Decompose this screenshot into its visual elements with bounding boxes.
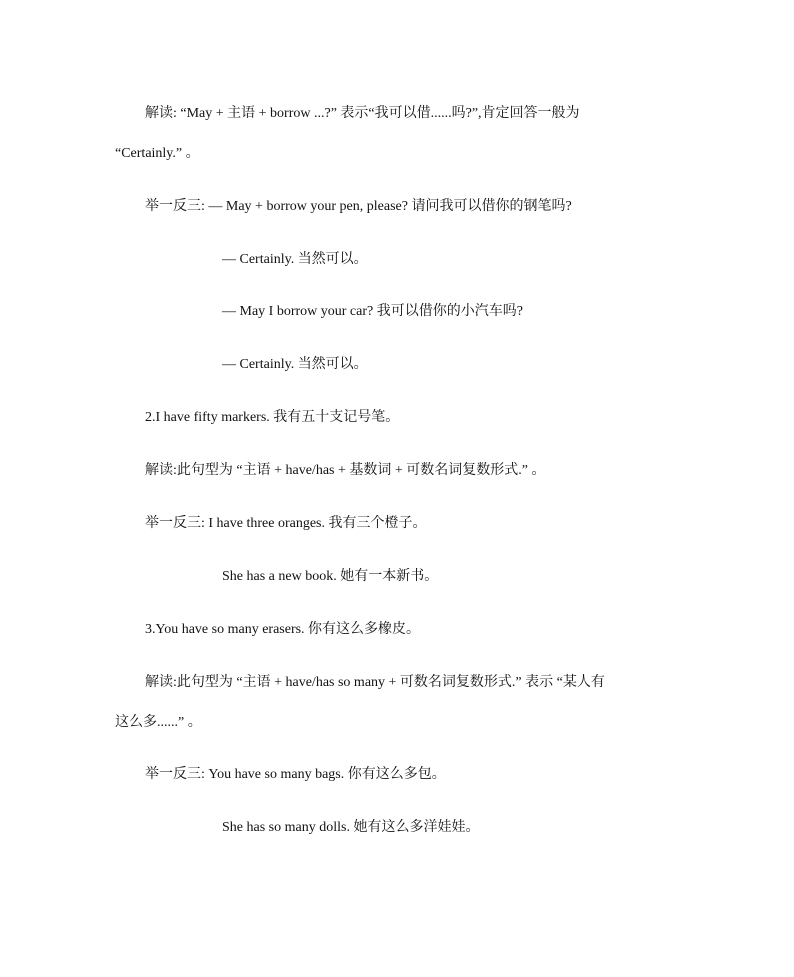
explanation-so-many: 解读:此句型为 “主语 + have/has so many + 可数名词复数形式.” 表示 “某人有 (145, 675, 605, 690)
example-may-borrow-pen: 举一反三: — May + borrow your pen, please? 请问我可以借你的钢笔吗? (145, 199, 572, 214)
explanation-may-borrow-cont: “Certainly.” 。 (115, 146, 200, 161)
sentence-3-so-many-erasers: 3.You have so many erasers. 你有这么多橡皮。 (145, 622, 421, 637)
explanation-may-borrow: 解读: “May + 主语 + borrow ...?” 表示“我可以借......吗?”,肯定回答一般为 (145, 106, 580, 121)
example-certainly-1: — Certainly. 当然可以。 (222, 252, 368, 267)
example-may-borrow-car: — May I borrow your car? 我可以借你的小汽车吗? (222, 304, 523, 319)
example-certainly-2: — Certainly. 当然可以。 (222, 357, 368, 372)
example-three-oranges: 举一反三: I have three oranges. 我有三个橙子。 (145, 516, 427, 531)
example-so-many-dolls: She has so many dolls. 她有这么多洋娃娃。 (222, 820, 480, 835)
explanation-so-many-cont: 这么多......” 。 (115, 715, 202, 730)
example-new-book: She has a new book. 她有一本新书。 (222, 569, 439, 584)
example-so-many-bags: 举一反三: You have so many bags. 你有这么多包。 (145, 767, 446, 782)
explanation-have-has-number: 解读:此句型为 “主语 + have/has + 基数词 + 可数名词复数形式.” 。 (145, 463, 546, 478)
sentence-2-fifty-markers: 2.I have fifty markers. 我有五十支记号笔。 (145, 410, 400, 425)
